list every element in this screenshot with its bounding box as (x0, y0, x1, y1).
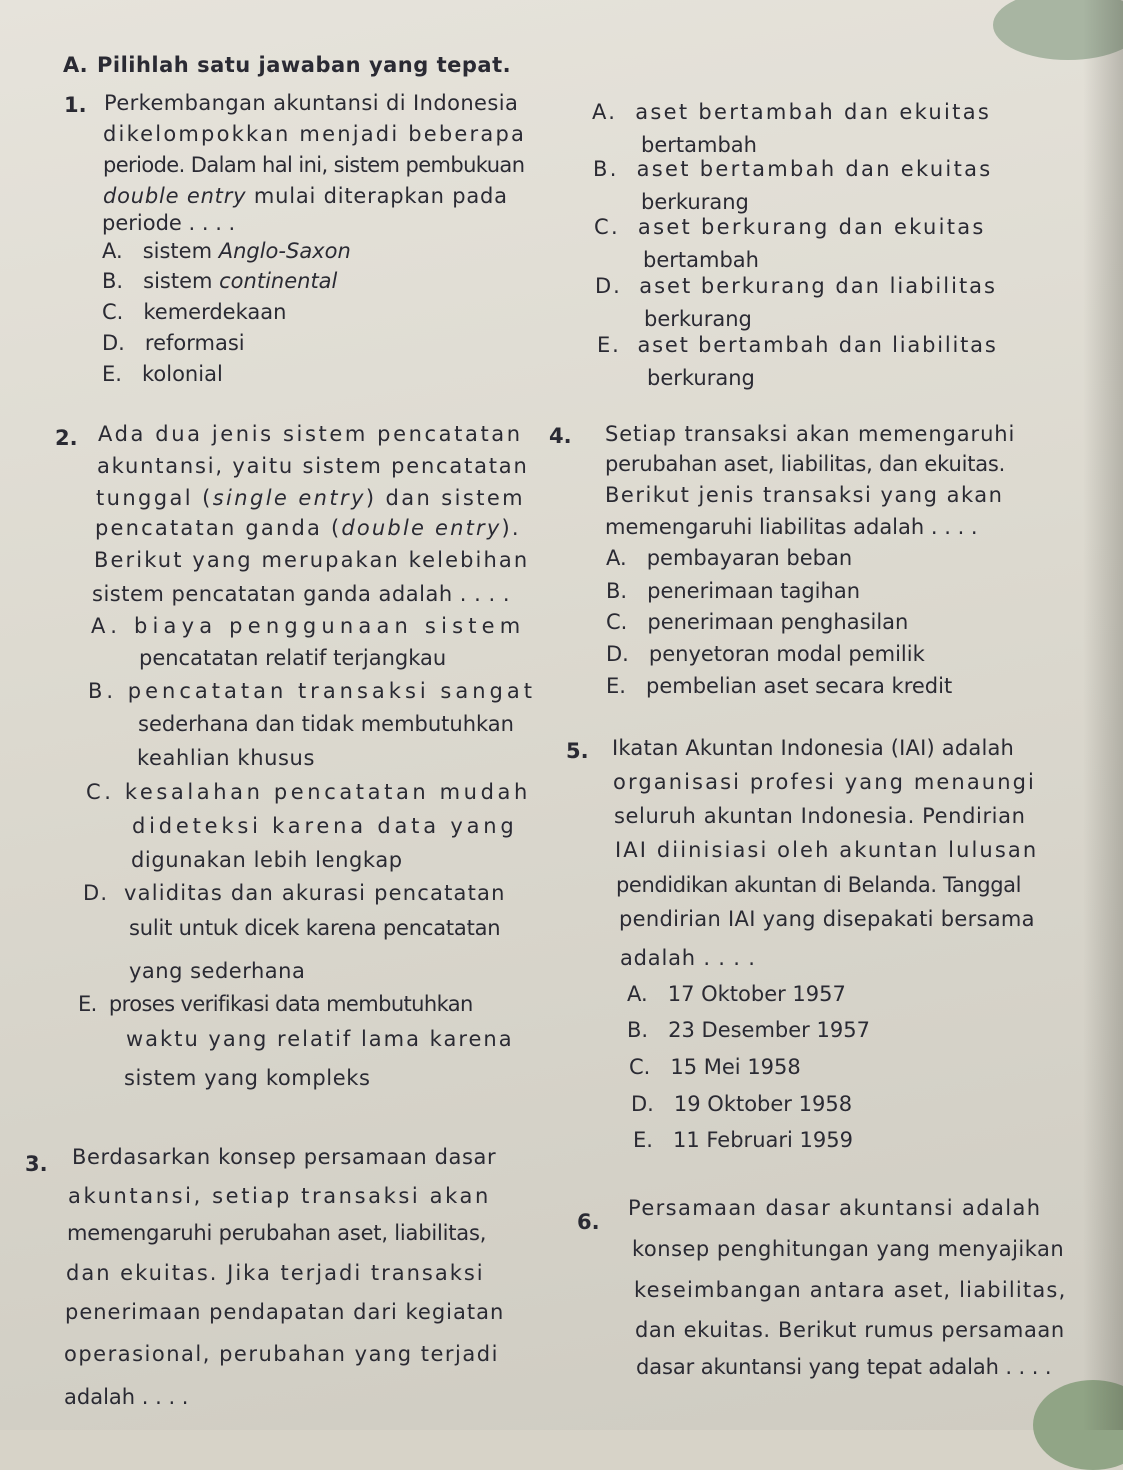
q5-line-1: Ikatan Akuntan Indonesia (IAI) adalah (612, 736, 1015, 760)
q4-option-e[interactable]: E. pembelian aset secara kredit (606, 674, 953, 698)
q2-option-c-cont-2: digunakan lebih lengkap (131, 848, 403, 872)
q2-option-a[interactable]: A. biaya penggunaan sistem (91, 614, 526, 638)
q3-option-b-cont: berkurang (641, 190, 749, 214)
q4-line-2: perubahan aset, liabilitas, dan ekuitas. (605, 452, 1006, 476)
q3-option-c[interactable]: C. aset berkurang dan ekuitas (594, 215, 986, 239)
q5-option-e[interactable]: E. 11 Februari 1959 (633, 1128, 853, 1152)
q3-line-6: operasional, perubahan yang terjadi (64, 1342, 499, 1366)
q6-number: 6. (577, 1210, 600, 1234)
q1-line-1: Perkembangan akuntansi di Indonesia (104, 91, 519, 115)
q6-line-1: Persamaan dasar akuntansi adalah (628, 1196, 1042, 1220)
q2-option-b-cont-1: sederhana dan tidak membutuhkan (138, 712, 514, 736)
q5-option-b[interactable]: B. 23 Desember 1957 (627, 1018, 870, 1042)
q3-number: 3. (25, 1152, 48, 1176)
q4-option-d[interactable]: D. penyetoran modal pemilik (606, 642, 925, 666)
q5-line-6: pendirian IAI yang disepakati bersama (619, 907, 1035, 931)
q2-option-e-cont-2: sistem yang kompleks (124, 1066, 371, 1090)
page-shadow (1083, 0, 1123, 1430)
q1-option-e[interactable]: E. kolonial (102, 362, 223, 386)
q2-option-a-cont: pencatatan relatif terjangkau (139, 646, 447, 670)
q2-line-2: akuntansi, yaitu sistem pencatatan (97, 454, 529, 478)
q6-line-2: konsep penghitungan yang menyajikan (632, 1237, 1065, 1261)
q5-line-7: adalah . . . . (620, 946, 756, 970)
q4-line-4: memengaruhi liabilitas adalah . . . . (605, 515, 978, 539)
q5-line-5: pendidikan akuntan di Belanda. Tanggal (616, 873, 1022, 897)
q2-option-e[interactable]: E. proses verifikasi data membutuhkan (78, 992, 473, 1016)
q2-option-d-cont-1: sulit untuk dicek karena pencatatan (129, 916, 501, 940)
q3-option-e[interactable]: E. aset bertambah dan liabilitas (597, 333, 998, 357)
q3-line-7: adalah . . . . (64, 1385, 189, 1409)
q4-line-1: Setiap transaksi akan memengaruhi (605, 422, 1016, 446)
q4-option-b[interactable]: B. penerimaan tagihan (606, 579, 861, 603)
q4-option-c[interactable]: C. penerimaan penghasilan (606, 610, 909, 634)
q6-line-4: dan ekuitas. Berikut rumus persamaan (635, 1318, 1065, 1342)
q2-option-b-cont-2: keahlian khusus (137, 746, 316, 770)
q1-line-3: periode. Dalam hal ini, sistem pembukuan (103, 153, 525, 177)
q5-option-c[interactable]: C. 15 Mei 1958 (629, 1055, 801, 1079)
q3-line-3: memengaruhi perubahan aset, liabilitas, (67, 1221, 487, 1245)
section-title: Pilihlah satu jawaban yang tepat. (97, 53, 512, 77)
q3-option-a[interactable]: A. aset bertambah dan ekuitas (592, 100, 992, 124)
q1-option-a[interactable]: A. sistem Anglo-Saxon (102, 239, 351, 263)
q4-number: 4. (549, 424, 572, 448)
q2-option-d[interactable]: D. validitas dan akurasi pencatatan (83, 881, 506, 905)
q5-option-d[interactable]: D. 19 Oktober 1958 (631, 1092, 853, 1116)
q5-option-a[interactable]: A. 17 Oktober 1957 (627, 982, 846, 1006)
q1-option-c[interactable]: C. kemerdekaan (102, 300, 287, 324)
q3-option-e-cont: berkurang (647, 366, 755, 390)
q1-line-5: periode . . . . (102, 211, 236, 235)
q5-line-3: seluruh akuntan Indonesia. Pendirian (614, 804, 1026, 828)
q3-option-a-cont: bertambah (641, 133, 757, 157)
q2-line-3: tunggal (single entry) dan sistem (96, 486, 526, 510)
q2-option-c-cont-1: dideteksi karena data yang (132, 814, 518, 838)
q5-line-2: organisasi profesi yang menaungi (613, 770, 1036, 794)
q5-line-4: IAI diinisiasi oleh akuntan lulusan (615, 838, 1039, 862)
q2-number: 2. (55, 426, 78, 450)
q3-option-b[interactable]: B. aset bertambah dan ekuitas (593, 157, 993, 181)
q4-line-3: Berikut jenis transaksi yang akan (605, 483, 1004, 507)
q2-option-c[interactable]: C. kesalahan pencatatan mudah (86, 780, 531, 804)
q3-option-d[interactable]: D. aset berkurang dan liabilitas (595, 274, 997, 298)
q2-line-6: sistem pencatatan ganda adalah . . . . (92, 582, 511, 606)
q6-line-3: keseimbangan antara aset, liabilitas, (634, 1278, 1067, 1302)
q6-line-5: dasar akuntansi yang tepat adalah . . . . (636, 1355, 1052, 1379)
q2-option-d-cont-2: yang sederhana (129, 959, 306, 983)
q4-option-a[interactable]: A. pembayaran beban (606, 546, 853, 570)
q3-line-1: Berdasarkan konsep persamaan dasar (72, 1145, 497, 1169)
q3-line-2: akuntansi, setiap transaksi akan (68, 1184, 491, 1208)
q2-line-5: Berikut yang merupakan kelebihan (94, 548, 530, 572)
q5-number: 5. (566, 739, 589, 763)
q3-line-4: dan ekuitas. Jika terjadi transaksi (66, 1261, 485, 1285)
section-label: A. (63, 53, 88, 77)
q2-option-e-cont-1: waktu yang relatif lama karena (126, 1027, 514, 1051)
q2-line-1: Ada dua jenis sistem pencatatan (98, 422, 523, 446)
q3-line-5: penerimaan pendapatan dari kegiatan (65, 1300, 505, 1324)
q1-line-2: dikelompokkan menjadi beberapa (103, 122, 527, 146)
q1-line-4: double entry mulai diterapkan pada (103, 184, 508, 208)
q1-option-d[interactable]: D. reformasi (102, 331, 245, 355)
q1-option-b[interactable]: B. sistem continental (102, 269, 338, 293)
q2-option-b[interactable]: B. pencatatan transaksi sangat (88, 679, 536, 703)
q3-option-d-cont: berkurang (644, 307, 752, 331)
q3-option-c-cont: bertambah (643, 248, 759, 272)
q1-number: 1. (64, 93, 87, 117)
q2-line-4: pencatatan ganda (double entry). (95, 516, 521, 540)
